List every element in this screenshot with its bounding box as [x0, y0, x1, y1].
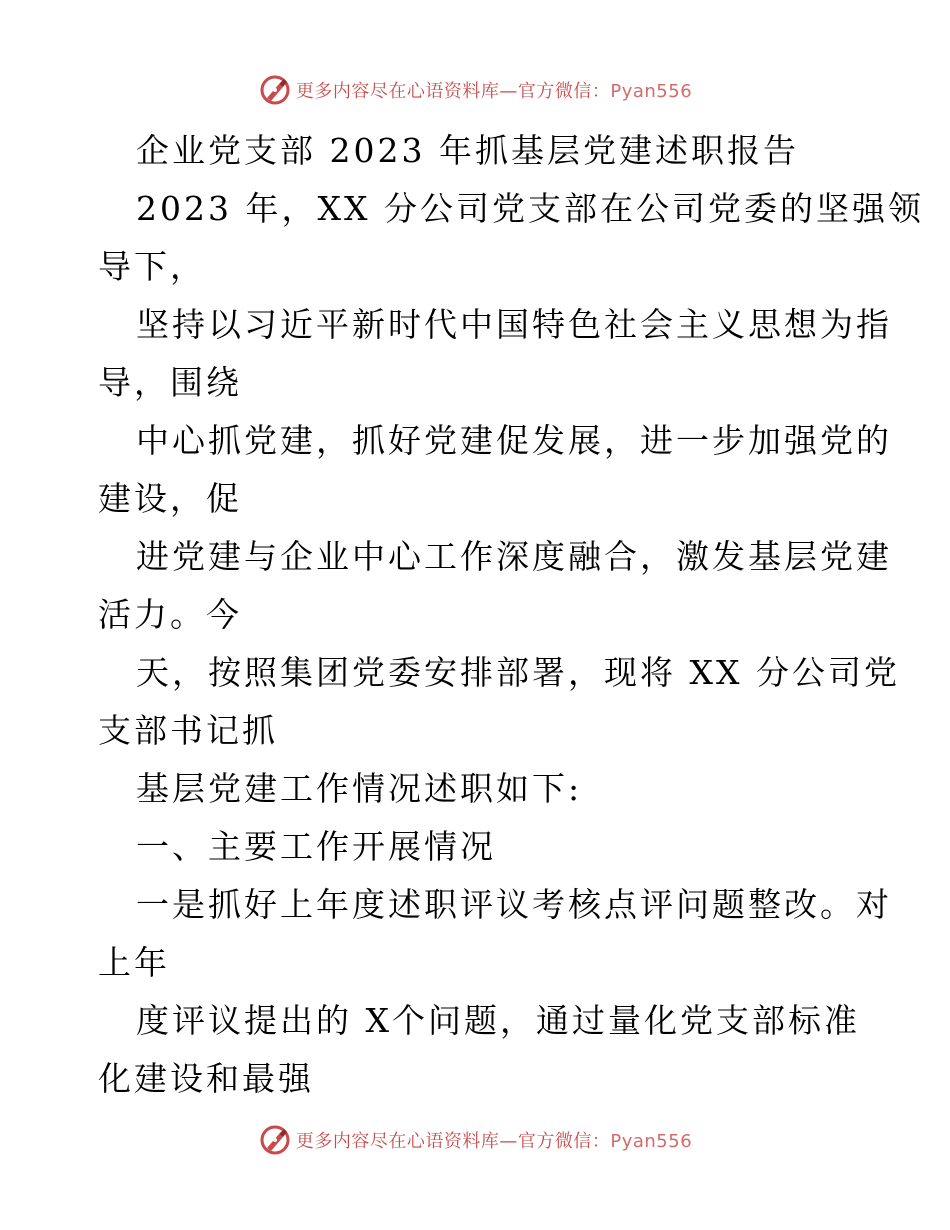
header-watermark: [0, 70, 950, 110]
pen-logo-icon: [258, 73, 292, 107]
watermark-text: 更多内容尽在心语资料库—官方微信：Pyan556: [295, 81, 693, 102]
text-line: 建设，促: [98, 479, 242, 518]
text-line: 导，围绕: [98, 363, 242, 402]
text-line: 活力。今: [98, 595, 242, 634]
text-line: 基层党建工作情况述职如下:: [136, 769, 583, 808]
text-line: 天，按照集团党委安排部署，现将 XX 分公司党: [136, 653, 900, 692]
text-line: 一、主要工作开展情况: [136, 827, 496, 866]
text-line: 进党建与企业中心工作深度融合，激发基层党建: [136, 537, 892, 576]
document-body: [98, 122, 924, 1108]
text-line: 导下，: [98, 247, 206, 286]
text-line: 坚持以习近平新时代中国特色社会主义思想为指: [136, 305, 892, 344]
text-line: 一是抓好上年度述职评议考核点评问题整改。对: [136, 885, 892, 924]
text-line: 上年: [98, 943, 170, 982]
text-line: 度评议提出的 X个问题，通过量化党支部标准: [136, 1001, 860, 1040]
text-line: 支部书记抓: [98, 711, 278, 750]
text-line: 中心抓党建，抓好党建促发展，进一步加强党的: [136, 421, 892, 460]
footer-watermark: [0, 1120, 950, 1160]
text-line: 2023 年，XX 分公司党支部在公司党委的坚强领: [136, 189, 924, 228]
text-line: 企业党支部 2023 年抓基层党建述职报告: [136, 131, 799, 170]
text-line: 化建设和最强: [98, 1059, 314, 1098]
watermark-text: 更多内容尽在心语资料库—官方微信：Pyan556: [295, 1131, 693, 1152]
pen-logo-icon: [258, 1123, 292, 1157]
